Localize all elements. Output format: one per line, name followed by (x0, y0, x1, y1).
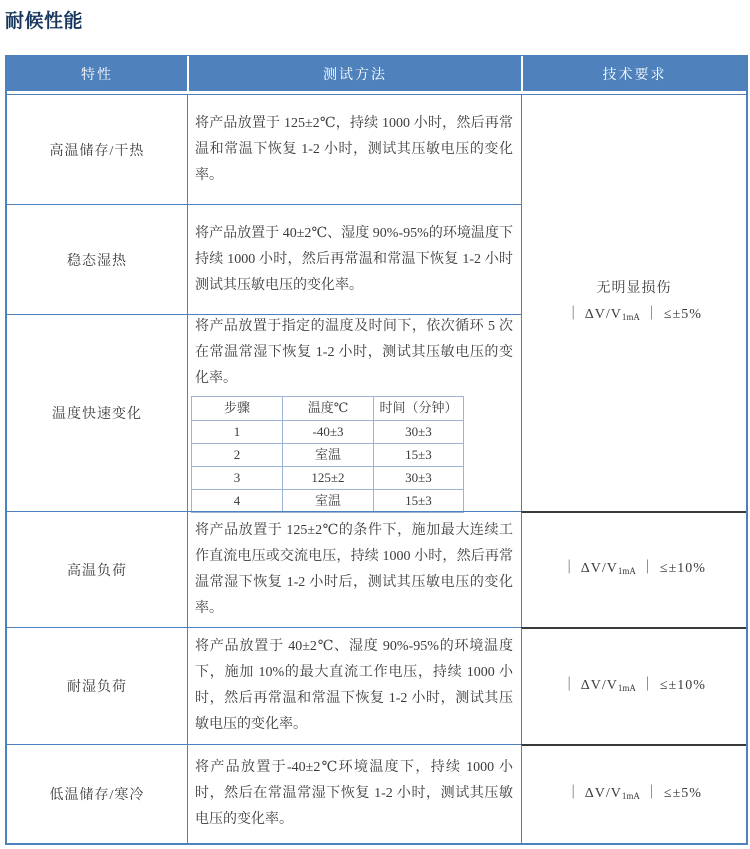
formula-post: ｜ ≤±5% (639, 785, 702, 801)
requirement-formula (566, 302, 702, 330)
formula-pre: ｜ ΔV/V (566, 785, 622, 801)
cycle-step: 3 (192, 466, 283, 489)
feature-cell-damp-load: 耐湿负荷 (7, 627, 187, 744)
spec-table (5, 55, 748, 845)
method-cell-rapid-temp-change (187, 314, 521, 511)
formula-sub: 1mA (617, 682, 636, 693)
requirement-formula (562, 556, 706, 584)
cycle-temperature: -40±3 (283, 420, 374, 443)
feature-cell-low-temp-storage: 低温储存/寒冷 (7, 744, 187, 843)
requirement-text: 无明显损伤 (596, 281, 672, 296)
cycle-header-temperature: 温度℃ (283, 396, 374, 420)
cycle-row (192, 466, 464, 489)
cycle-step: 4 (192, 489, 283, 512)
method-cell-damp-load (187, 627, 521, 744)
cycle-time: 30±3 (374, 466, 464, 489)
formula-pre: ｜ ΔV/V (562, 561, 618, 576)
cycle-step: 2 (192, 443, 283, 466)
method-text: 将产品放置于 40±2℃、湿度 90%-95%的环境温度下持续 1000 小时，然后再常温和常温下恢复 1-2 小时测试其压敏电压的变化率。 (195, 225, 513, 293)
page-title: 耐候性能 (5, 11, 84, 32)
requirement-formula (566, 781, 702, 809)
formula-post: ｜ ≤±10% (635, 677, 706, 693)
cycle-header-row (192, 396, 464, 420)
feature-cell-steady-damp-heat: 稳态湿热 (7, 204, 187, 314)
formula-post: ｜ ≤±10% (635, 561, 706, 576)
column-header-feature: 特性 (7, 56, 187, 94)
method-text: 将产品放置于指定的温度及时间下，依次循环 5 次在常温常湿下恢复 1-2 小时，测试其压敏电压的变化率。 (195, 318, 513, 386)
formula-pre: ｜ ΔV/V (562, 677, 618, 693)
requirement-cell-damp-load (521, 627, 746, 744)
method-text: 将产品放置于-40±2℃环境温度下，持续 1000 小时，然后在常温常湿下恢复 1-2 小时，测试其压敏电压的变化率。 (195, 760, 513, 827)
cycle-row (192, 443, 464, 466)
cycle-temperature: 125±2 (283, 466, 374, 489)
cycle-time: 30±3 (374, 420, 464, 443)
formula-post: ｜ ≤±5% (639, 307, 702, 322)
cycle-table (191, 396, 464, 513)
cycle-time: 15±3 (374, 489, 464, 512)
formula-sub: 1mA (621, 790, 640, 801)
cycle-row (192, 420, 464, 443)
formula-sub: 1mA (621, 312, 640, 322)
cycle-header-step: 步骤 (192, 396, 283, 420)
requirement-cell-high-temp-load (521, 511, 746, 627)
column-header-requirement: 技术要求 (521, 56, 746, 94)
cycle-row (192, 489, 464, 512)
feature-cell-high-temp-load: 高温负荷 (7, 511, 187, 627)
formula-sub: 1mA (617, 566, 636, 576)
method-text: 将产品放置于 125±2℃的条件下，施加最大连续工作直流电压或交流电压，持续 1000 小时，然后再常温常湿下恢复 1-2 小时后，测试其压敏电压的变化率。 (195, 522, 513, 616)
cycle-temperature: 室温 (283, 489, 374, 512)
feature-cell-rapid-temp-change: 温度快速变化 (7, 314, 187, 511)
cycle-header-time: 时间（分钟） (374, 396, 464, 420)
method-cell-high-temp-storage (187, 94, 521, 204)
method-cell-high-temp-load (187, 511, 521, 627)
cycle-time: 15±3 (374, 443, 464, 466)
method-cell-low-temp-storage (187, 744, 521, 843)
cycle-temperature: 室温 (283, 443, 374, 466)
requirement-cell-merged (521, 94, 746, 511)
cycle-step: 1 (192, 420, 283, 443)
feature-cell-high-temp-storage: 高温储存/干热 (7, 94, 187, 204)
formula-pre: ｜ ΔV/V (566, 307, 622, 322)
method-text: 将产品放置于 40±2℃、湿度 90%-95%的环境温度下，施加 10%的最大直流工作电压，持续 1000 小时，然后再常温和常温下恢复 1-2 小时，测试其压敏电压的变化率。 (195, 639, 513, 732)
requirement-cell-low-temp-storage (521, 744, 746, 843)
method-text: 将产品放置于 125±2℃，持续 1000 小时，然后再常温和常温下恢复 1-2 小时，测试其压敏电压的变化率。 (195, 115, 513, 183)
method-cell-steady-damp-heat (187, 204, 521, 314)
requirement-formula (562, 673, 706, 701)
column-header-method: 测试方法 (187, 56, 521, 94)
